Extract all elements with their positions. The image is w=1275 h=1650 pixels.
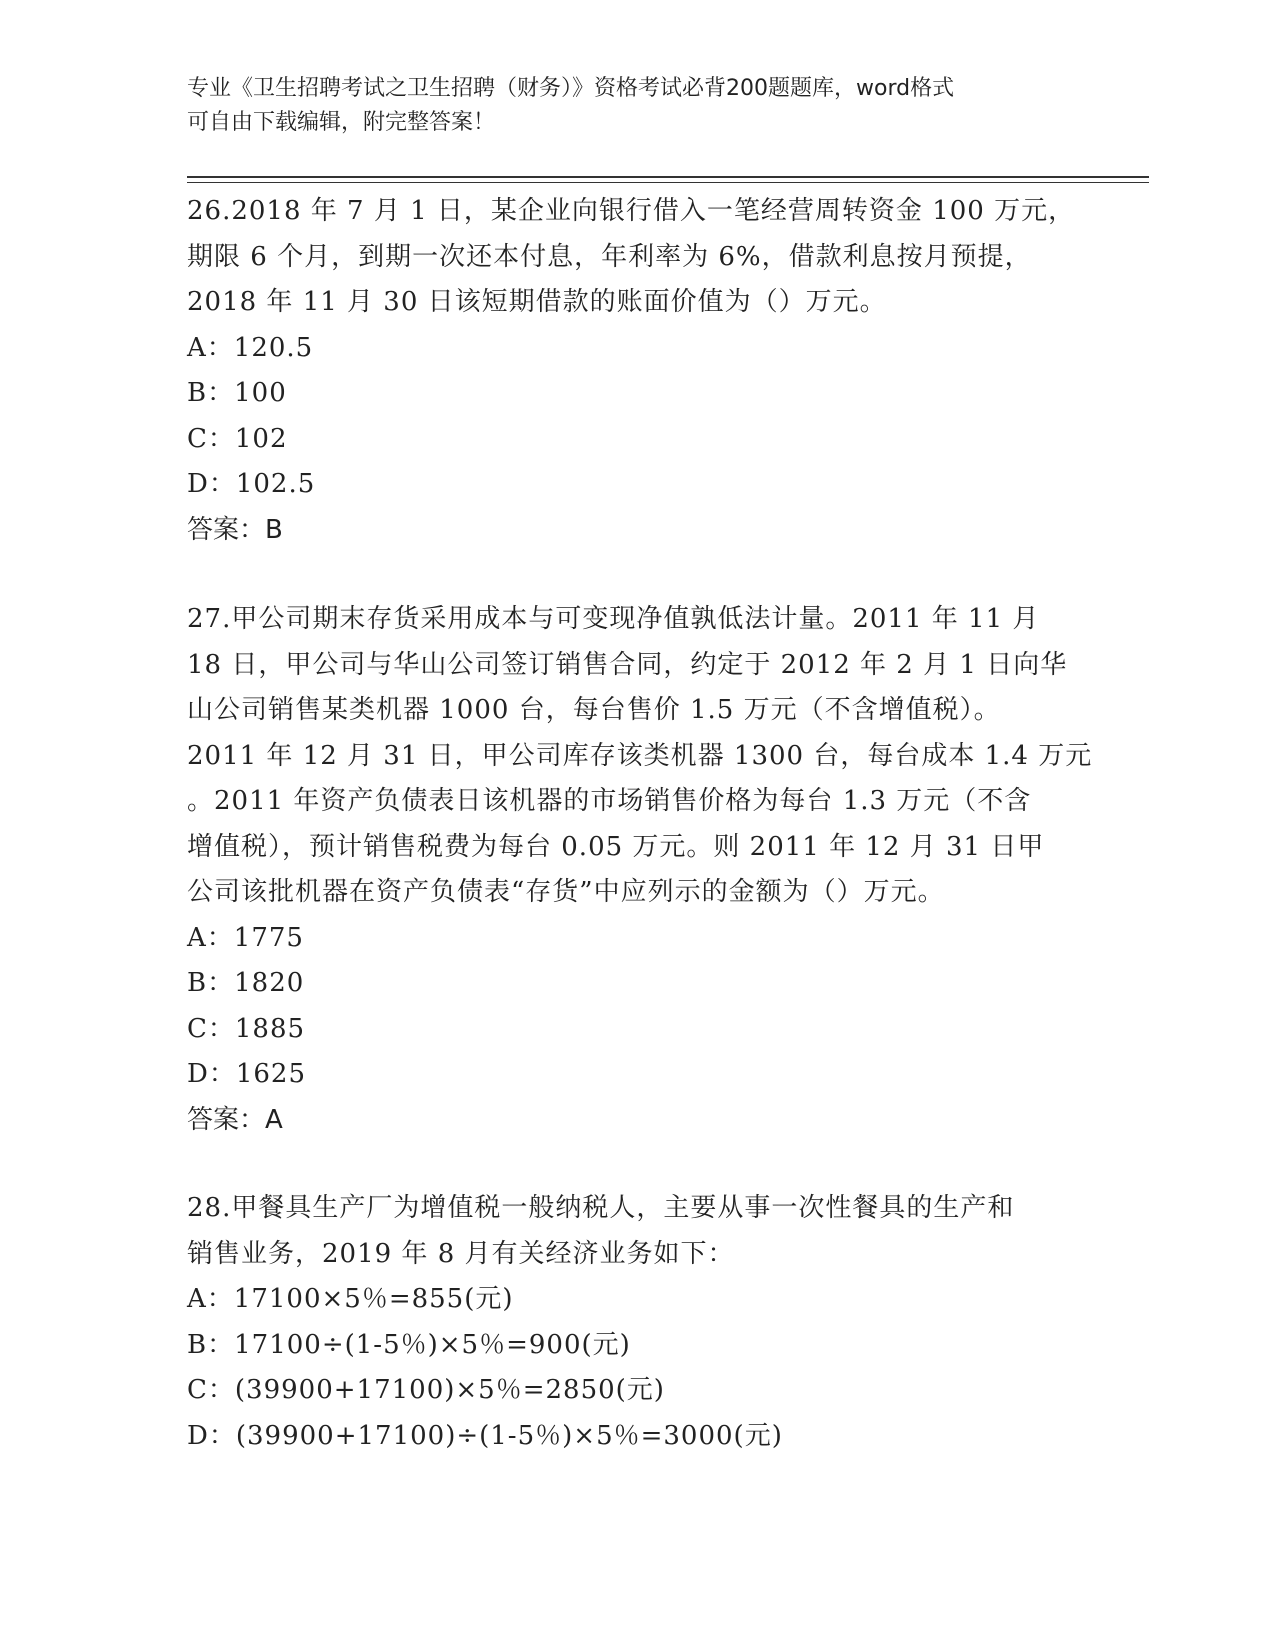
option-b: B：1820: [187, 968, 305, 998]
option-a: A：17100×5％=855(元): [187, 1284, 514, 1314]
stem-line: 27.甲公司期末存货采用成本与可变现净值孰低法计量。2011 年 11 月: [187, 604, 1040, 634]
option-d: D：1625: [187, 1059, 307, 1089]
option-a: A：120.5: [187, 332, 314, 363]
header-divider-thick: [187, 176, 1149, 178]
header-divider-thin: [187, 182, 1149, 183]
option-d: D：(39900+17100)÷(1-5％)×5％=3000(元): [187, 1420, 783, 1451]
stem-line: 18 日，甲公司与华山公司签订销售合同，约定于 2012 年 2 月 1 日向华: [187, 649, 1068, 680]
answer-key: 答案：B: [187, 514, 283, 545]
stem-line: 26.2018 年 7 月 1 日，某企业向银行借入一笔经营周转资金 100 万元，: [187, 196, 1076, 226]
answer-key: 答案：A: [187, 1104, 283, 1135]
question-28: [187, 1186, 1087, 1459]
stem-line: 2011 年 12 月 31 日，甲公司库存该类机器 1300 台，每台成本 1.4 万元: [187, 740, 1093, 771]
option-d: D：102.5: [187, 469, 316, 499]
header-line-2: 可自由下载编辑，附完整答案！: [187, 110, 496, 135]
question-27: [187, 597, 1093, 1143]
question-26: [187, 189, 1087, 553]
stem-line: 28.甲餐具生产厂为增值税一般纳税人，主要从事一次性餐具的生产和: [187, 1193, 1015, 1223]
option-b: B：100: [187, 378, 287, 408]
stem-line: 山公司销售某类机器 1000 台，每台售价 1.5 万元（不含增值税）。: [187, 695, 1001, 725]
option-a: A：1775: [187, 922, 304, 953]
option-c: C：102: [187, 423, 288, 454]
question-stem: [187, 1186, 1087, 1277]
stem-line: 公司该批机器在资产负债表“存货”中应列示的金额为（）万元。: [187, 877, 945, 907]
option-c: C：1885: [187, 1013, 306, 1044]
option-b: B：17100÷(1-5％)×5％=900(元): [187, 1329, 631, 1360]
stem-line: 期限 6 个月，到期一次还本付息，年利率为 6%，借款利息按月预提，: [187, 241, 1032, 272]
option-c: C：(39900+17100)×5％=2850(元): [187, 1375, 665, 1405]
question-stem: [187, 597, 1093, 916]
stem-line: 增值税），预计销售税费为每台 0.05 万元。则 2011 年 12 月 31 日甲: [187, 831, 1045, 862]
stem-line: 2018 年 11 月 30 日该短期借款的账面价值为（）万元。: [187, 287, 887, 317]
question-stem: [187, 189, 1087, 326]
stem-line: 销售业务，2019 年 8 月有关经济业务如下：: [187, 1238, 735, 1269]
header-line-1: 专业《卫生招聘考试之卫生招聘（财务）》资格考试必背200题题库，word格式: [187, 76, 955, 101]
document-header: [187, 72, 1067, 140]
stem-line: 。2011 年资产负债表日该机器的市场销售价格为每台 1.3 万元（不含: [187, 786, 1032, 816]
